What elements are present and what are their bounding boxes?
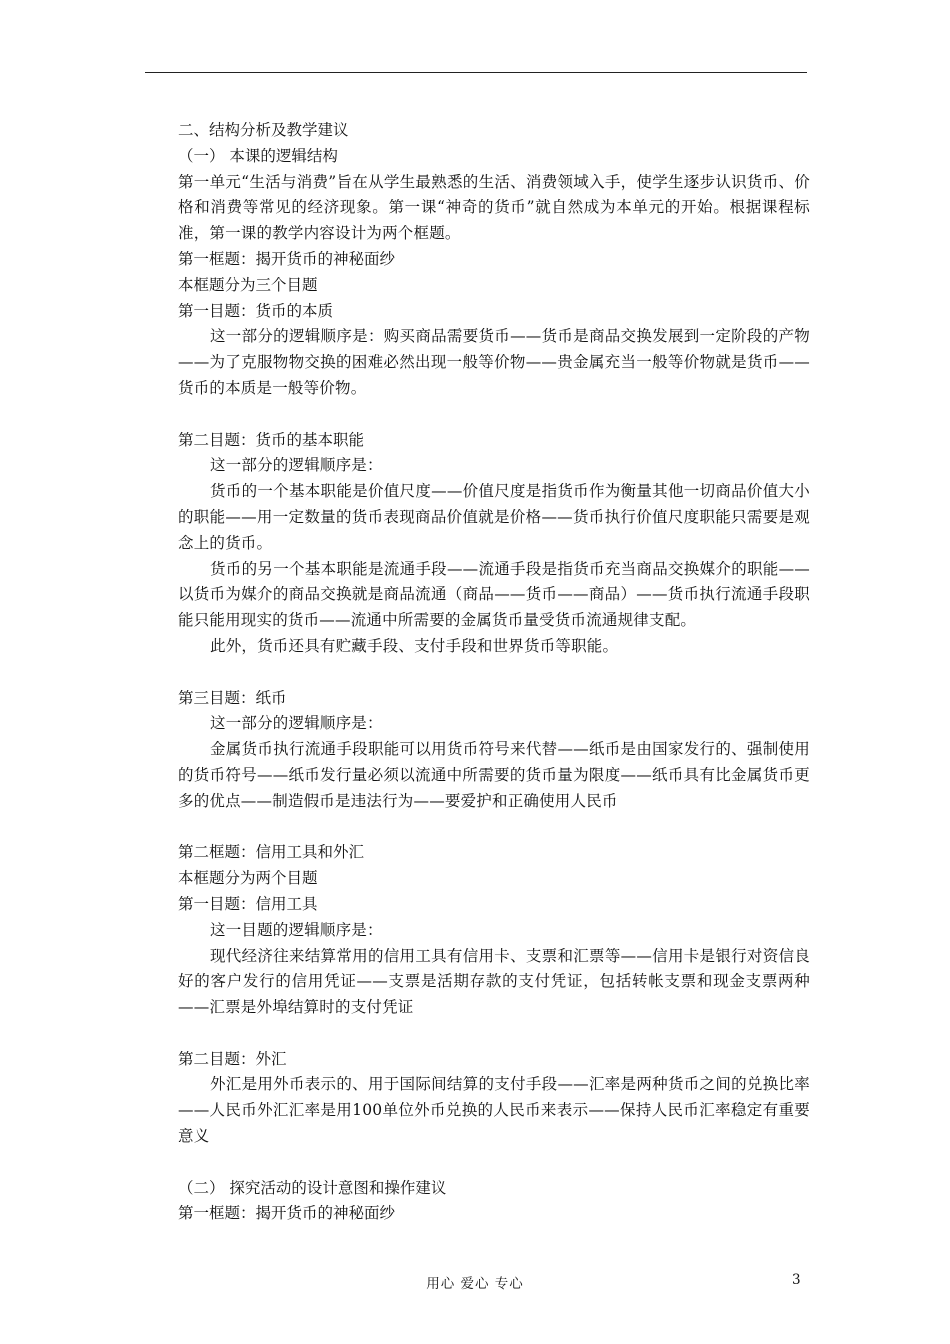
paragraph: 这一目题的逻辑顺序是：	[210, 920, 383, 939]
topic-title: 第二目题：外汇	[178, 1049, 287, 1068]
section-heading: 二、结构分析及教学建议	[178, 121, 349, 139]
paragraph: 这一部分的逻辑顺序是：	[210, 456, 383, 475]
paragraph: 此外，货币还具有贮藏手段、支付手段和世界货币等职能。	[210, 636, 619, 655]
topic-title: 第三目题：纸币	[178, 688, 287, 707]
frame2-title: 第二框题：信用工具和外汇	[178, 843, 365, 862]
frame2-subtitle: 本框题分为两个目题	[178, 869, 318, 888]
spacer	[178, 815, 810, 841]
topic-title: 第一目题：信用工具	[178, 894, 318, 913]
spacer	[178, 660, 810, 686]
paragraph: 这一部分的逻辑顺序是：	[210, 714, 383, 733]
spacer	[178, 402, 810, 428]
subsection-heading: （二） 探究活动的设计意图和操作建议	[178, 1178, 447, 1197]
paragraph: 货币的另一个基本职能是流通手段——流通手段是指货币充当商品交换媒介的职能——以货币为媒介的商品交换就是商品流通（商品——货币——商品）——货币执行流通手段职能只能用现实的货币——流通中所需要的金属货币量受货币流通规律支配。	[178, 559, 810, 630]
footer-motto: 用心 爱心 专心	[426, 1276, 524, 1292]
topic-title: 第二目题：货币的基本职能	[178, 430, 365, 449]
paragraph: 货币的一个基本职能是价值尺度——价值尺度是指货币作为衡量其他一切商品价值大小的职能——用一定数量的货币表现商品价值就是价格——货币执行价值尺度职能只需要是观念上的货币。	[178, 482, 810, 552]
subsection-heading: （一） 本课的逻辑结构	[178, 146, 338, 165]
frame1-title: 第一框题：揭开货币的神秘面纱	[178, 1204, 396, 1223]
header-rule	[145, 72, 807, 73]
intro-paragraph: 第一单元“生活与消费”旨在从学生最熟悉的生活、消费领域入手，使学生逐步认识货币、价格和消费等常见的经济现象。第一课“神奇的货币”就自然成为本单元的开始。根据课程标准，第一课的教学内容设计为两个框题。	[178, 172, 810, 243]
spacer	[178, 1150, 810, 1176]
paragraph: 外汇是用外币表示的、用于国际间结算的支付手段——汇率是两种货币之间的兑换比率——人民币外汇汇率是用100单位外币兑换的人民币来表示——保持人民币汇率稳定有重要意义	[178, 1075, 810, 1146]
paragraph: 现代经济往来结算常用的信用工具有信用卡、支票和汇票等——信用卡是银行对资信良好的客户发行的信用凭证——支票是活期存款的支付凭证，包括转帐支票和现金支票两种——汇票是外埠结算时的支付凭证	[178, 946, 810, 1017]
topic-title: 第一目题：货币的本质	[178, 301, 334, 320]
frame1-title: 第一框题：揭开货币的神秘面纱	[178, 249, 396, 268]
frame1-subtitle: 本框题分为三个目题	[178, 275, 318, 294]
page-number: 3	[792, 1272, 801, 1288]
document-body	[178, 118, 810, 1227]
paragraph: 这一部分的逻辑顺序是：购买商品需要货币——货币是商品交换发展到一定阶段的产物——为了克服物物交换的困难必然出现一般等价物——贵金属充当一般等价物就是货币——货币的本质是一般等价物。	[178, 327, 810, 397]
paragraph: 金属货币执行流通手段职能可以用货币符号来代替——纸币是由国家发行的、强制使用的货币符号——纸币发行量必须以流通中所需要的货币量为限度——纸币具有比金属货币更多的优点——制造假币是违法行为——要爱护和正确使用人民币	[178, 740, 810, 810]
spacer	[178, 1021, 810, 1047]
